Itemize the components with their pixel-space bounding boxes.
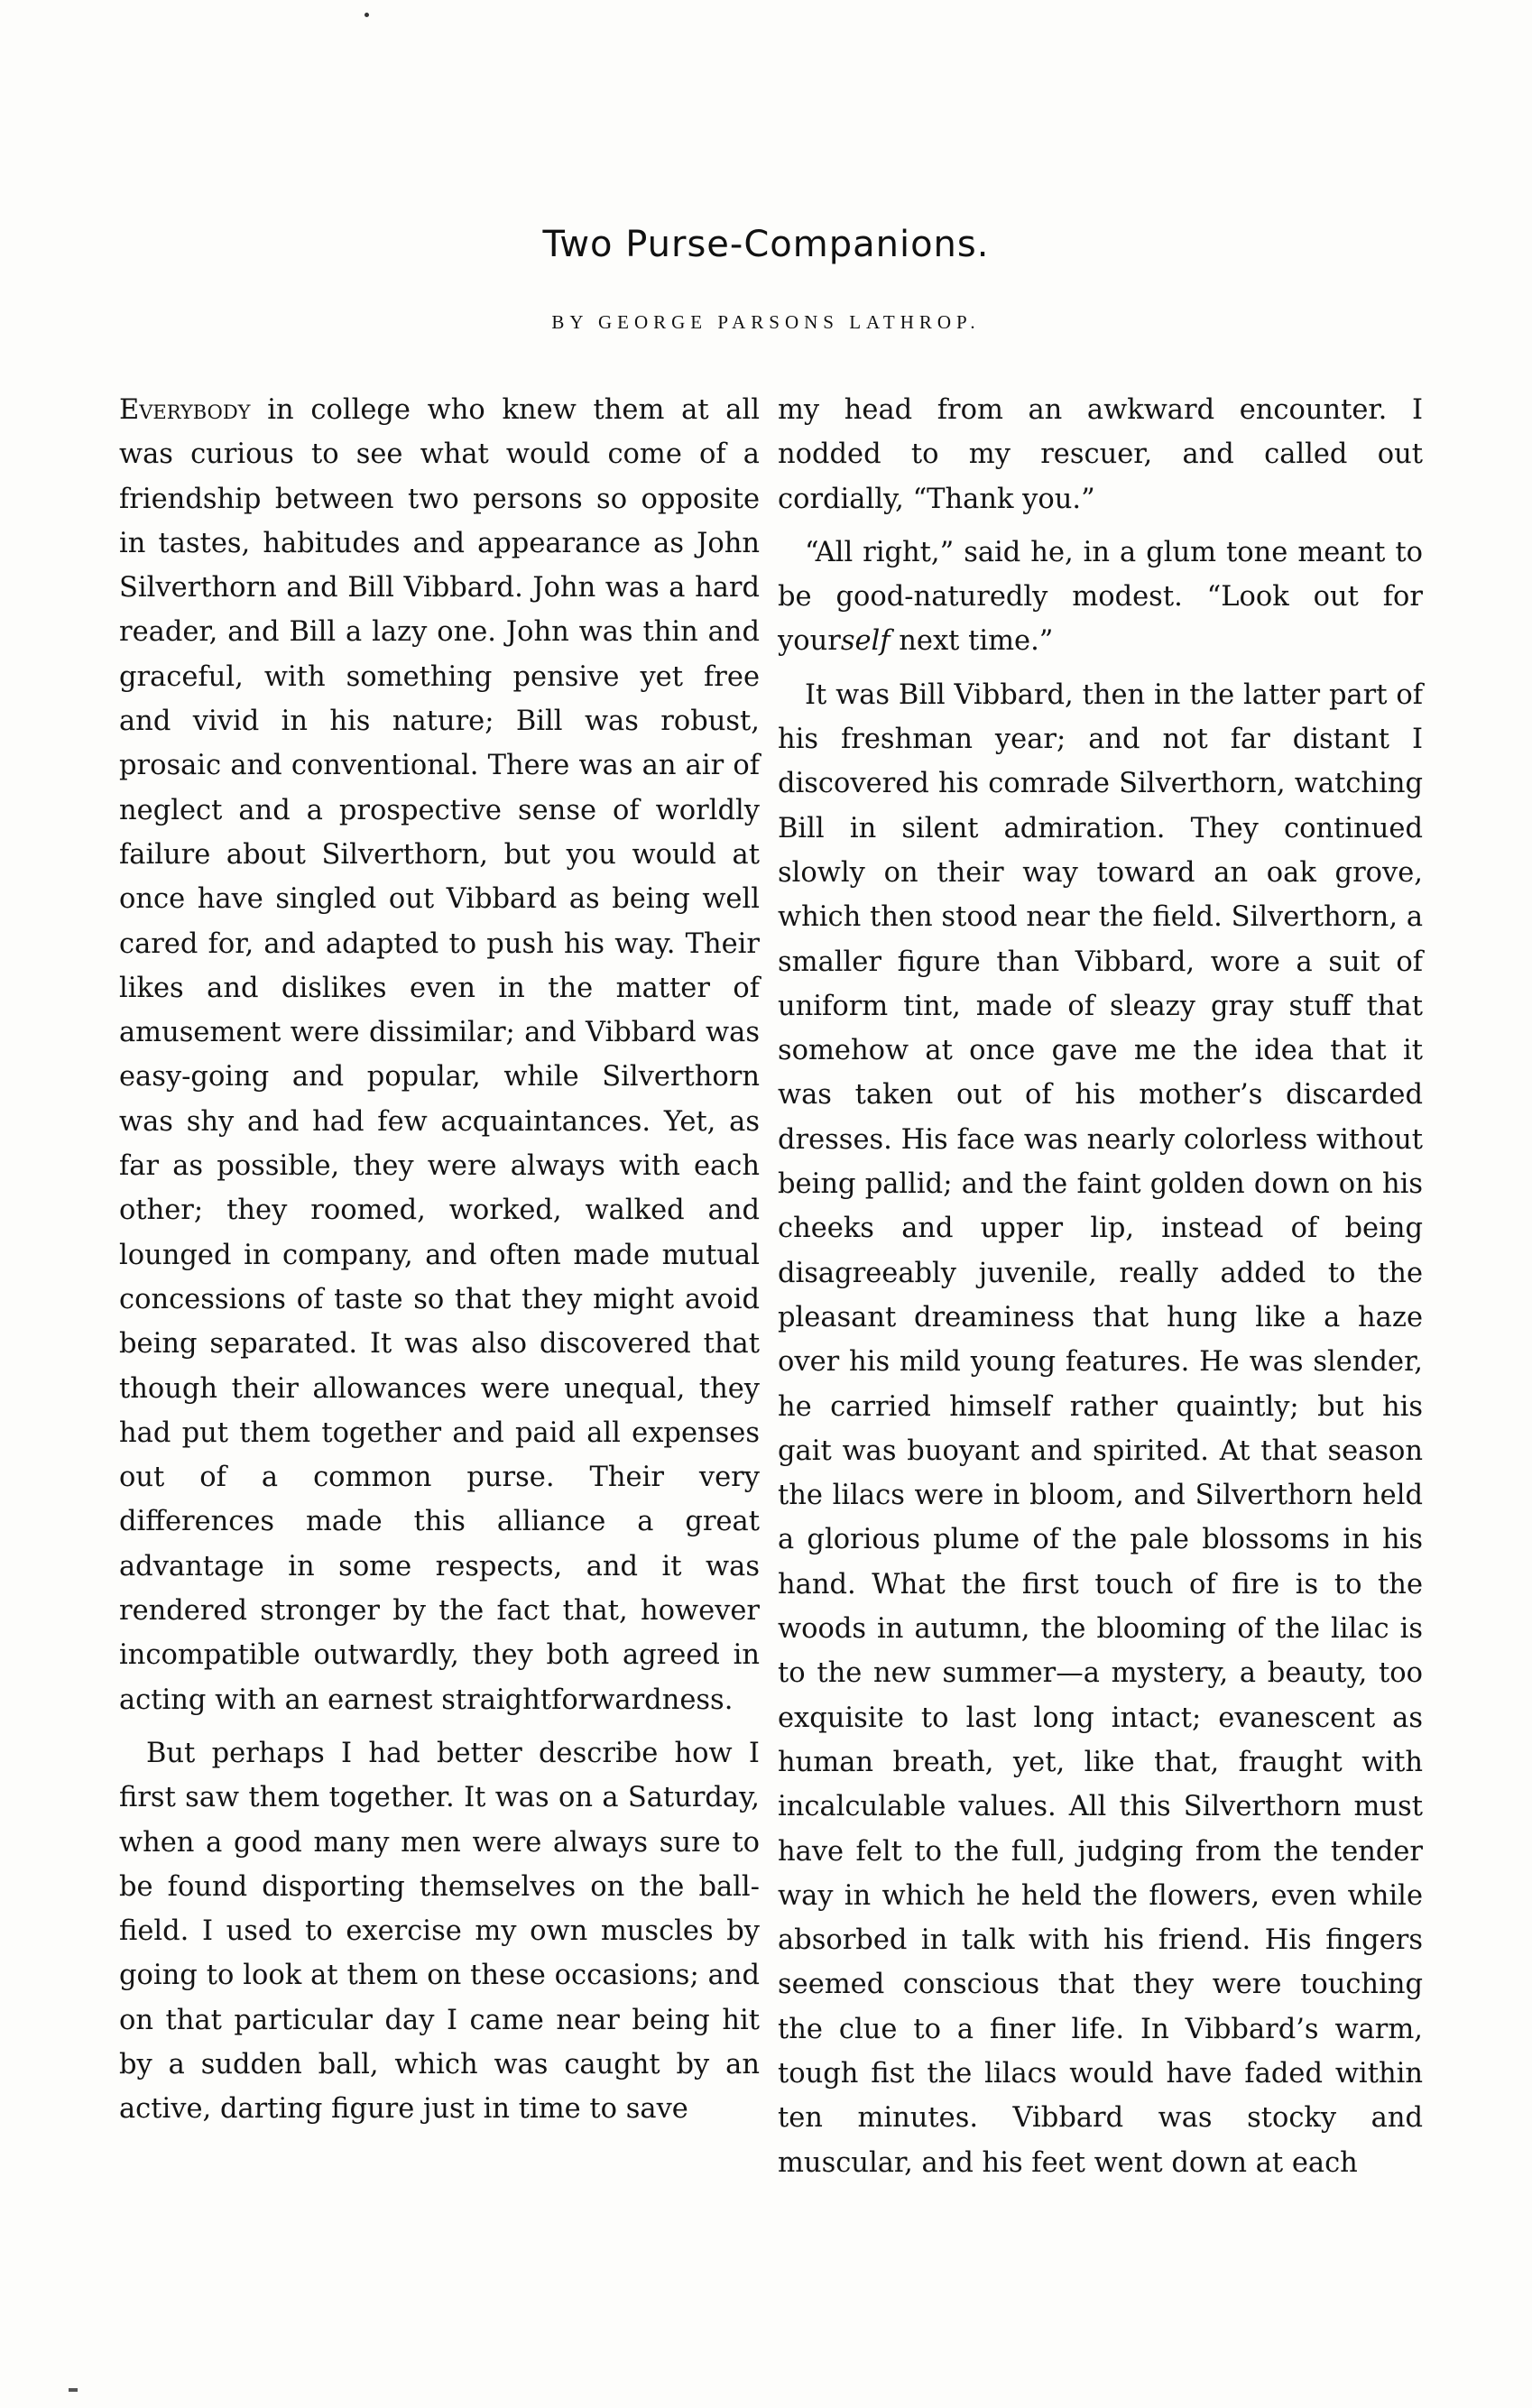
right-text-column	[778, 388, 1423, 2194]
paragraph-text: next time.”	[890, 625, 1054, 658]
lead-word: Everybody	[119, 394, 251, 426]
paragraph	[778, 530, 1423, 664]
paragraph: It was Bill Vibbard, then in the latter part of his freshman year; and not far distant I discovered his comrade Silverthorn, watching Bill in silent admiration. They continued slowly on their way toward an oak grove, which then stood near the field. Silverthorn, a smaller figure than Vibbard, wore a suit of uniform tint, made of sleazy gray stuff that somehow at once gave me the idea that it was taken out of his mother’s discarded dresses. His face was nearly colorless without being pallid; and the faint golden down on his cheeks and upper lip, instead of being disagreeably juvenile, really added to the pleasant dreaminess that hung like a haze over his mild young features. He was slender, he carried himself rather quaintly; but his gait was buoyant and spirited. At that season the lilacs were in bloom, and Silverthorn held a glorious plume of the pale blossoms in his hand. What the first touch of fire is to the woods in autumn, the blooming of the lilac is to the new summer—a mystery, a beauty, too exquisite to last long intact; evanescent as human breath, yet, like that, fraught with incalculable values. All this Silverthorn must have felt to the full, judging from the tender way in which he held the flowers, even while absorbed in talk with his friend. His fingers seemed conscious that they were touching the clue to a finer life. In Vibbard’s warm, tough fist the lilacs would have faded within ten minutes. Vibbard was stocky and muscular, and his feet went down at each	[778, 678, 1423, 2179]
paragraph-text: in college who knew them at all was curious to see what would come of a friendship between two persons so opposite in tastes, habitudes and appearance as John Silverthorn and Bill Vibbard. John was a hard reader, and Bill a lazy one. John was thin and graceful, with something pensive yet free and vivid in his nature; Bill was robust, prosaic and conventional. There was an air of neglect and a prospective sense of worldly failure about Silverthorn, but you would at once have singled out Vibbard as being well cared for, and adapted to push his way. Their likes and dislikes even in the matter of amusement were dissimilar; and Vibbard was easy-going and popular, while Silverthorn was shy and had few acquaintances. Yet, as far as possible, they were always with each other; they roomed, worked, walked and lounged in company, and often made mutual concessions of taste so that they might avoid being separated. It was also discovered that though their allowances were unequal, they had put them together and paid all expenses out of a common purse. Their very differences made this alliance a great advantage in some respects, and it was rendered stronger by the fact that, however incompatible outwardly, they both agreed in acting with an earnest straightforwardness.	[119, 394, 760, 1716]
emphasis-text: self	[840, 625, 891, 658]
article-byline: BY GEORGE PARSONS LATHROP.	[551, 311, 981, 333]
paragraph	[119, 388, 760, 1722]
article-title: Two Purse-Companions.	[542, 224, 990, 265]
paragraph: But perhaps I had better describe how I first saw them together. It was on a Saturday, when a good many men were always sure to be found disporting themselves on the ball-field. I used to exercise my own muscles by going to look at them on these occasions; and on that particular day I came near being hit by a sudden ball, which was caught by an active, darting figure just in time to save	[119, 1737, 760, 2126]
print-speck	[365, 13, 369, 17]
paragraph: my head from an awkward encounter. I nodded to my rescuer, and called out cordially, “Thank you.”	[778, 394, 1423, 515]
left-text-column	[119, 388, 760, 2141]
print-speck	[69, 2388, 78, 2392]
paragraph-text: “All right,” said he, in a glum tone meant to be good-naturedly modest. “Look out for your	[778, 536, 1423, 658]
